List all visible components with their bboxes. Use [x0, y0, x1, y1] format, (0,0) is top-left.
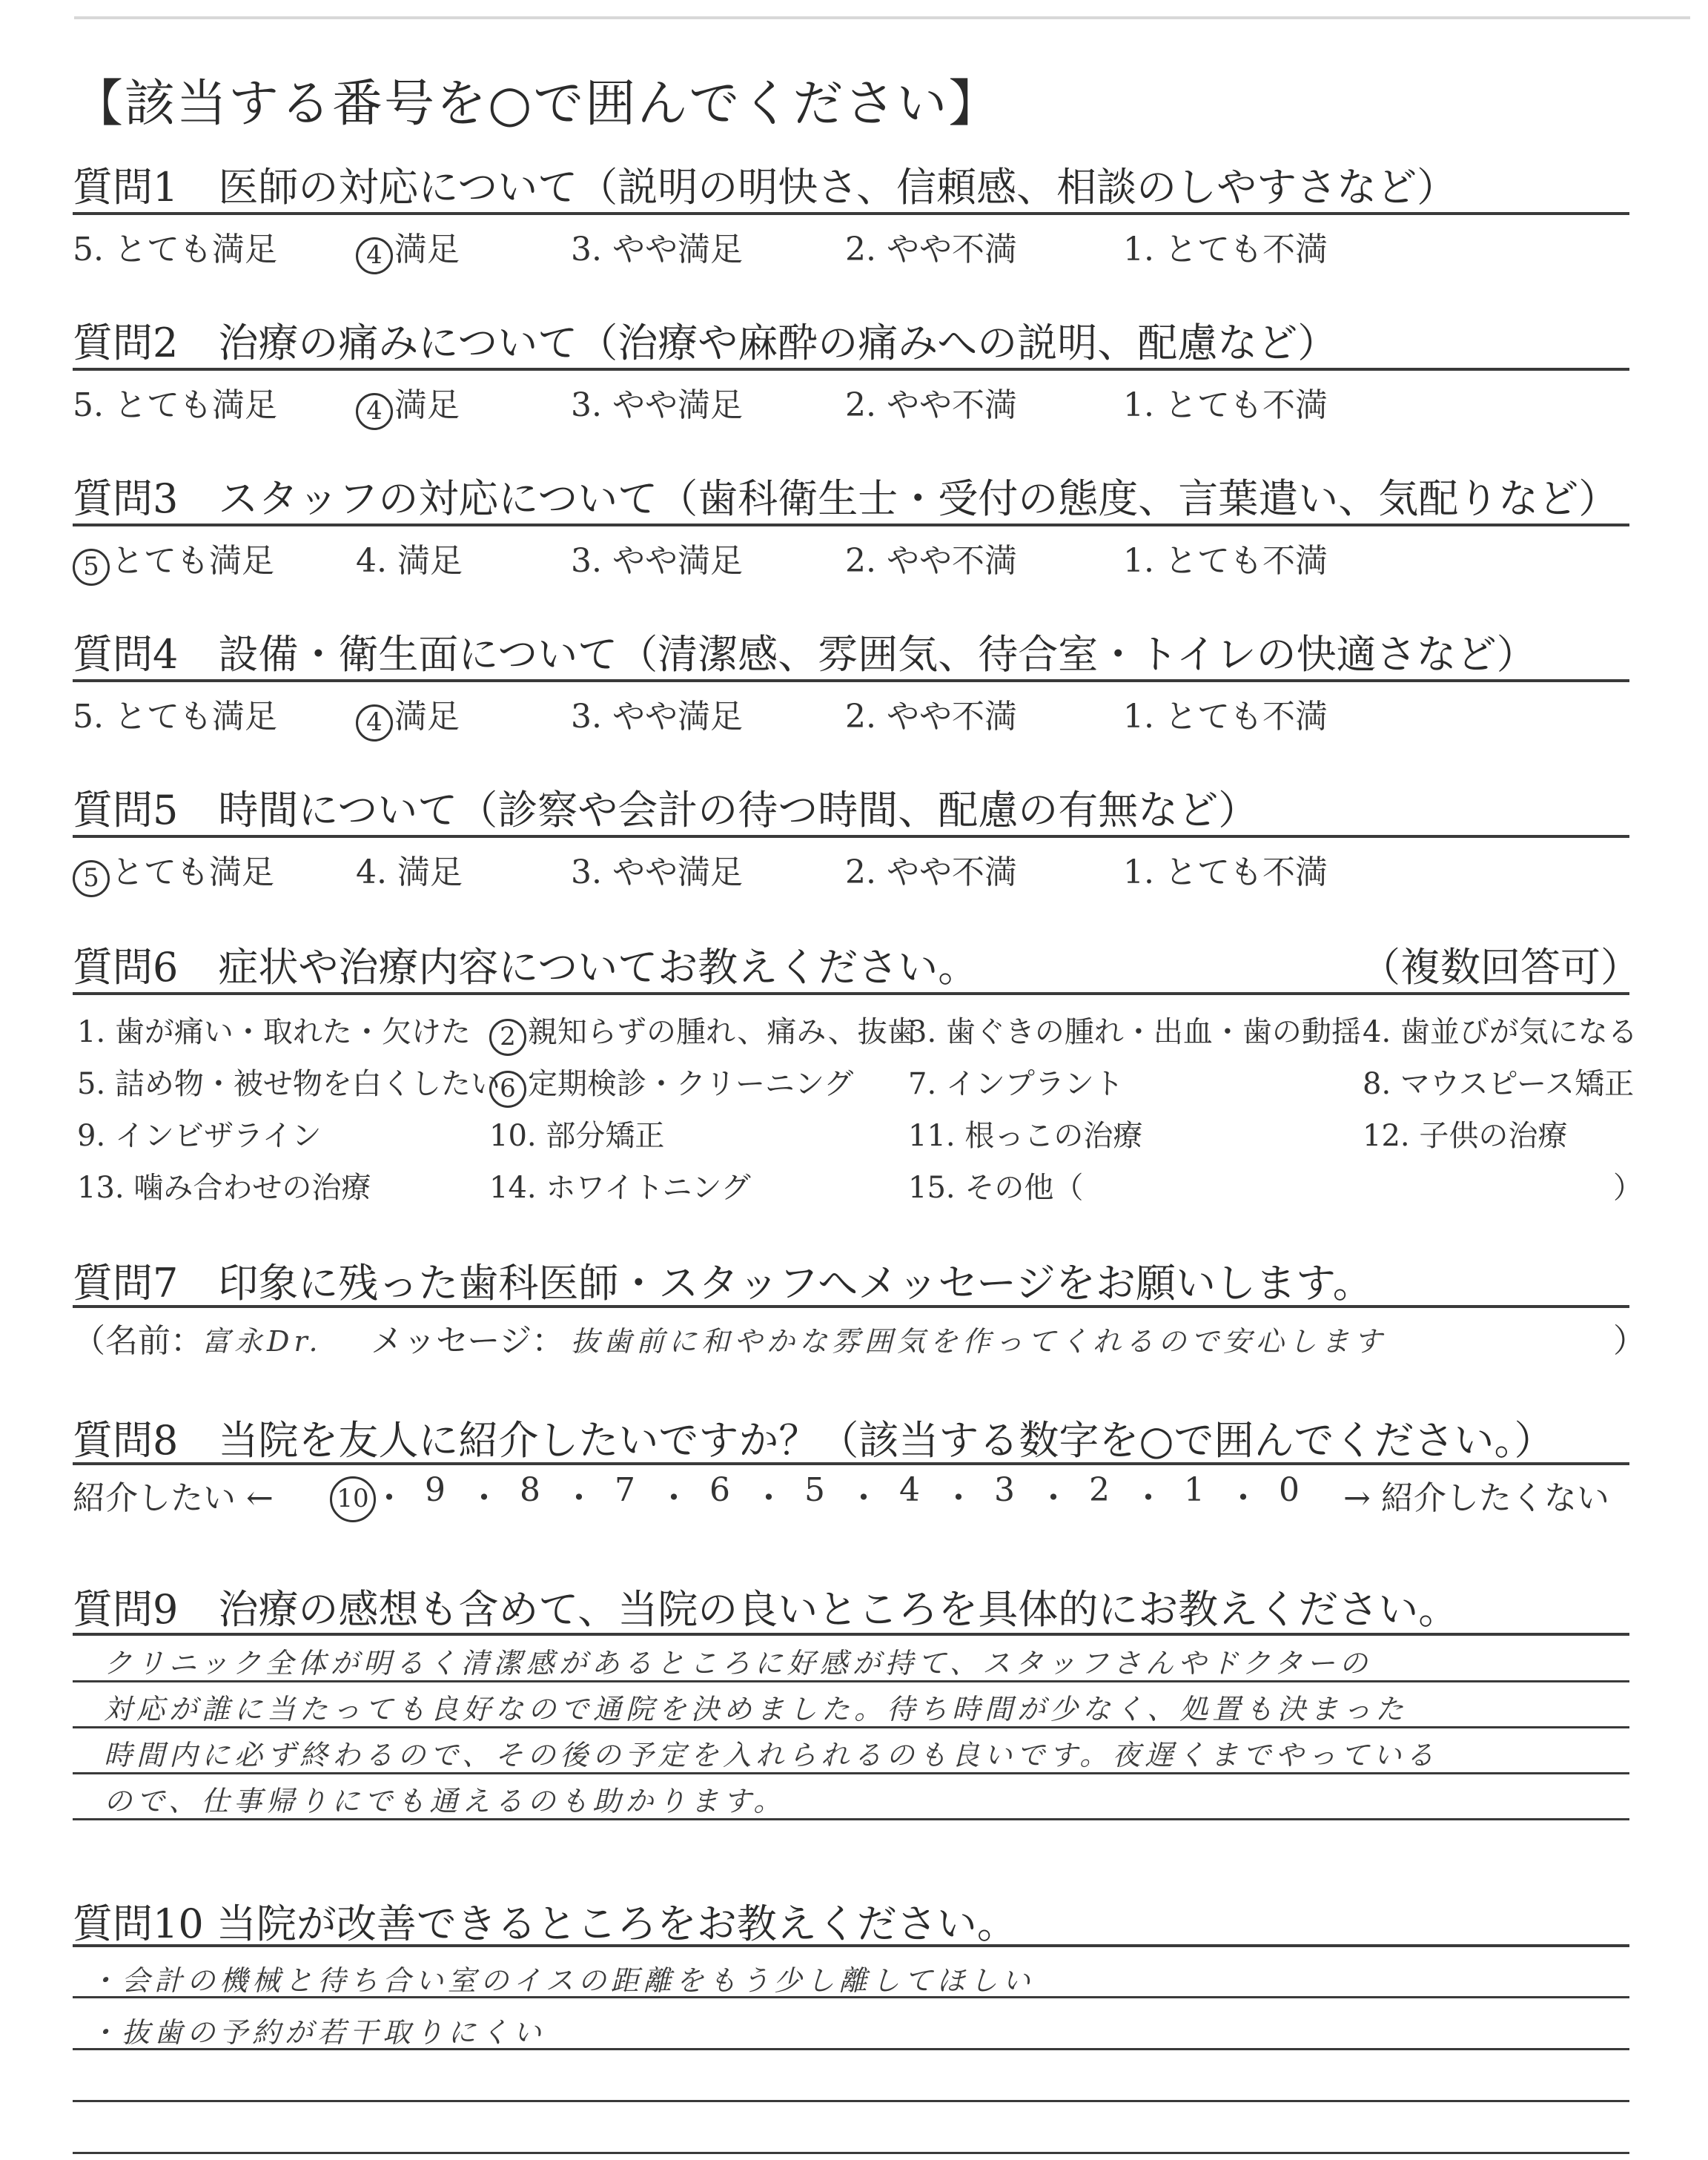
selection-circle: 4 [356, 237, 393, 274]
question-1-option-4[interactable] [356, 222, 460, 274]
option-text: 満足 [394, 698, 460, 736]
q8-separator-dot: ・ [942, 1479, 975, 1517]
q8-number-5[interactable]: 5 [804, 1471, 825, 1509]
question-4-option-4[interactable] [356, 690, 460, 742]
question-2-option-3[interactable]: 3. やや満足 [571, 386, 743, 424]
question-4-option-5[interactable]: 5. とても満足 [73, 698, 277, 736]
question-3-rule [73, 524, 1629, 526]
question-5-option-5[interactable] [73, 845, 274, 897]
selection-circle: 2 [489, 1019, 526, 1056]
q6-item-4[interactable]: 4. 歯並びが気になる [1363, 1015, 1638, 1049]
q8-separator-dot: ・ [1227, 1479, 1260, 1517]
q10-ruled-line [73, 1996, 1629, 1998]
question-3-option-1[interactable]: 1. とても不満 [1123, 542, 1328, 580]
q6-item-2[interactable] [489, 1008, 917, 1056]
question-5-option-2[interactable]: 2. やや不満 [845, 853, 1017, 891]
question-2-option-1[interactable]: 1. とても不満 [1123, 386, 1328, 424]
question-1-rule [73, 212, 1629, 215]
option-text: 定期検診・クリーニング [528, 1067, 854, 1101]
question-3-option-5[interactable] [73, 534, 274, 586]
q6-title: 質問6 症状や治療内容についてお教えください。 [73, 944, 979, 991]
form-header: 【該当する番号を○で囲んでください】 [73, 75, 1001, 133]
question-3-option-2[interactable]: 2. やや不満 [845, 542, 1017, 580]
question-5-option-3[interactable]: 3. やや満足 [571, 853, 743, 891]
q8-number-7[interactable]: 7 [615, 1471, 635, 1509]
question-5-option-4[interactable]: 4. 満足 [356, 853, 463, 891]
q8-number-6[interactable]: 6 [709, 1471, 730, 1509]
selection-circle: 4 [356, 704, 393, 742]
q8-separator-dot: ・ [752, 1479, 785, 1517]
q6-item-5[interactable]: 5. 詰め物・被せ物を白くしたい [77, 1067, 500, 1101]
question-1-option-3[interactable]: 3. やや満足 [571, 231, 743, 268]
q6-item-8[interactable]: 8. マウスピース矯正 [1363, 1067, 1635, 1101]
q8-number-8[interactable]: 8 [520, 1471, 540, 1509]
q6-item-6[interactable] [489, 1060, 853, 1108]
q7-close-paren: ） [1613, 1322, 1646, 1360]
q6-item-7[interactable]: 7. インプラント [908, 1067, 1124, 1101]
question-5-rule [73, 835, 1629, 838]
q7-title: 質問7 印象に残った歯科医師・スタッフへメッセージをお願いします。 [73, 1260, 1373, 1307]
q8-number-3[interactable]: 3 [994, 1471, 1015, 1509]
question-4-rule [73, 679, 1629, 682]
q9-rule [73, 1633, 1629, 1636]
q9-ruled-line [73, 1680, 1629, 1682]
q8-left-label: 紹介したい ← [73, 1479, 274, 1517]
q9-line-4: ので、仕事帰りにでも通えるのも助かります。 [104, 1785, 787, 1817]
q8-separator-dot: ・ [373, 1479, 406, 1517]
q9-line-1: クリニック全体が明るく清潔感があるところに好感が持て、スタッフさんやドクターの [104, 1647, 1372, 1680]
q8-separator-dot: ・ [1132, 1479, 1165, 1517]
q10-title: 質問10 当院が改善できるところをお教えください。 [73, 1900, 1017, 1947]
q10-rule [73, 1944, 1629, 1947]
q8-separator-dot: ・ [847, 1479, 880, 1517]
q8-number-2[interactable]: 2 [1089, 1471, 1110, 1509]
q6-item-12[interactable]: 12. 子供の治療 [1363, 1119, 1568, 1153]
q8-number-0[interactable]: 0 [1279, 1471, 1300, 1509]
q6-item-3[interactable]: 3. 歯ぐきの腫れ・出血・歯の動揺 [908, 1015, 1361, 1049]
option-text: とても満足 [111, 542, 274, 580]
q6-item-14[interactable]: 14. ホワイトニング [489, 1171, 751, 1205]
q8-number-9[interactable]: 9 [425, 1471, 446, 1509]
question-1-option-5[interactable]: 5. とても満足 [73, 231, 277, 268]
q9-ruled-line [73, 1726, 1629, 1728]
q6-item-1[interactable]: 1. 歯が痛い・取れた・欠けた [77, 1015, 471, 1049]
q10-line-1: ・会計の機械と待ち合い室のイスの距離をもう少し離してほしい [89, 1964, 1035, 1997]
question-2-option-5[interactable]: 5. とても満足 [73, 386, 277, 424]
q6-item-15[interactable]: 15. その他（ [908, 1171, 1084, 1205]
question-1-option-2[interactable]: 2. やや不満 [845, 231, 1017, 268]
q8-number-4[interactable]: 4 [899, 1471, 920, 1509]
q6-note: （複数回答可） [1360, 944, 1641, 991]
q9-ruled-line [73, 1818, 1629, 1820]
q7-name-value: 富永Dr. [202, 1325, 322, 1358]
selection-circle: 5 [73, 549, 110, 586]
q10-ruled-line [73, 2100, 1629, 2102]
q6-item-11[interactable]: 11. 根っこの治療 [908, 1119, 1143, 1153]
q6-item-9[interactable]: 9. インビザライン [77, 1119, 322, 1153]
question-4-option-1[interactable]: 1. とても不満 [1123, 698, 1328, 736]
selection-circle: 5 [73, 860, 110, 897]
q10-ruled-line [73, 2048, 1629, 2050]
q9-line-2: 対応が誰に当たっても良好なので通院を決めました。待ち時間が少なく、処置も決まった [104, 1693, 1409, 1725]
question-5-option-1[interactable]: 1. とても不満 [1123, 853, 1328, 891]
q10-line-2: ・抜歯の予約が若干取りにくい [89, 2016, 546, 2049]
selection-circle: 6 [489, 1071, 526, 1108]
question-3-option-4[interactable]: 4. 満足 [356, 542, 463, 580]
selection-circle: 10 [330, 1476, 376, 1522]
question-2-rule [73, 368, 1629, 371]
question-2-option-4[interactable] [356, 378, 460, 430]
q8-separator-dot: ・ [658, 1479, 690, 1517]
q8-separator-dot: ・ [563, 1479, 595, 1517]
q8-rule [73, 1462, 1629, 1465]
q8-number-10[interactable] [330, 1471, 377, 1522]
question-2-title: 質問2 治療の痛みについて（治療や麻酔の痛みへの説明、配慮など） [73, 320, 1338, 366]
q6-item-10[interactable]: 10. 部分矯正 [489, 1119, 665, 1153]
option-text: 親知らずの腫れ、痛み、抜歯 [528, 1015, 917, 1049]
q7-name-label: （名前： [73, 1322, 203, 1360]
question-5-title: 質問5 時間について（診察や会計の待つ時間、配慮の有無など） [73, 787, 1259, 833]
q9-title: 質問9 治療の感想も含めて、当院の良いところを具体的にお教えください。 [73, 1586, 1459, 1633]
question-2-option-2[interactable]: 2. やや不満 [845, 386, 1017, 424]
q8-separator-dot: ・ [1037, 1479, 1070, 1517]
q7-message-value: 抜歯前に和やかな雰囲気を作ってくれるので安心します [571, 1325, 1387, 1358]
q6-item-13[interactable]: 13. 噛み合わせの治療 [77, 1171, 371, 1205]
q8-number-1[interactable]: 1 [1184, 1471, 1205, 1509]
q7-rule [73, 1305, 1629, 1308]
q7-message-label: メッセージ： [371, 1322, 565, 1360]
selection-circle: 4 [356, 393, 393, 430]
question-4-option-3[interactable]: 3. やや満足 [571, 698, 743, 736]
q8-title: 質問8 当院を友人に紹介したいですか？（該当する数字を○で囲んでください。） [73, 1417, 1555, 1464]
q6-item-16: ） [1613, 1171, 1643, 1205]
q9-ruled-line [73, 1772, 1629, 1774]
option-text: とても満足 [111, 853, 274, 891]
question-4-title: 質問4 設備・衛生面について（清潔感、雰囲気、待合室・トイレの快適さなど） [73, 631, 1537, 678]
question-4-option-2[interactable]: 2. やや不満 [845, 698, 1017, 736]
option-text: 満足 [394, 231, 460, 268]
q9-line-3: 時間内に必ず終わるので、その後の予定を入れられるのも良いです。夜遅くまでやっている [104, 1739, 1439, 1771]
q10-ruled-line [73, 2152, 1629, 2154]
question-3-option-3[interactable]: 3. やや満足 [571, 542, 743, 580]
question-1-option-1[interactable]: 1. とても不満 [1123, 231, 1328, 268]
question-3-title: 質問3 スタッフの対応について（歯科衛生士・受付の態度、言葉遣い、気配りなど） [73, 475, 1619, 522]
question-1-title: 質問1 医師の対応について（説明の明快さ、信頼感、相談のしやすさなど） [73, 164, 1457, 211]
option-text: 満足 [394, 386, 460, 424]
q8-separator-dot: ・ [468, 1479, 500, 1517]
q8-right-label: → 紹介したくない [1343, 1479, 1609, 1517]
top-border [74, 16, 1690, 19]
q6-rule [73, 992, 1629, 995]
